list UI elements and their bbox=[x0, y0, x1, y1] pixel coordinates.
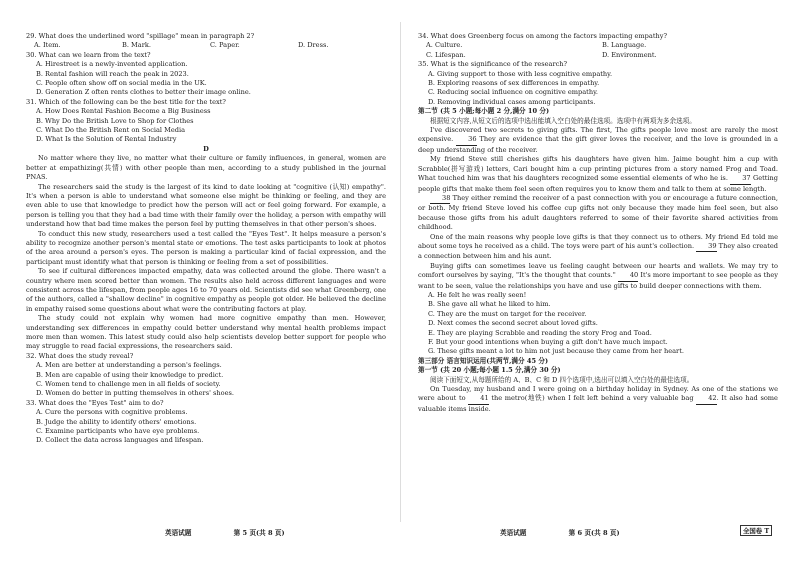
section-3-subheading: 第一节 (共 20 小题;每小题 1.5 分,满分 30 分) bbox=[418, 366, 561, 375]
column-divider bbox=[400, 22, 401, 522]
question-29-stem: 29. What does the underlined word "spillage" mean in paragraph 2? bbox=[26, 32, 255, 40]
q33-option-c: C. Examine participants who have eye problems. bbox=[36, 427, 200, 436]
s2p4-text-before: One of the main reasons why people love gifts is that they connect us to others. My friend Ed told me about some toys he received as a child. The toys were part of his aunt's collection. bbox=[418, 232, 778, 250]
section-2-paragraph-1 bbox=[418, 126, 778, 155]
section-2-paragraph-3 bbox=[418, 194, 778, 233]
q31-option-d: D. What Is the Solution of Rental Industry bbox=[36, 135, 177, 144]
q30-option-c: C. People often show off on social media in the UK. bbox=[36, 79, 207, 88]
blank-41: 41 bbox=[468, 394, 488, 404]
q31-option-b: B. Why Do the British Love to Shop for Clothes bbox=[36, 116, 194, 125]
s2-option-e: E. They are playing Scrabble and reading the story Frog and Toad. bbox=[428, 328, 652, 337]
footer-right-subject: 英语试题 bbox=[500, 529, 527, 537]
passage-d-letter: D bbox=[203, 144, 209, 153]
s2-option-g: G. These gifts meant a lot to him not just because they came from her heart. bbox=[428, 347, 684, 356]
q34-option-b: B. Language. bbox=[602, 41, 647, 50]
question-32-stem: 32. What does the study reveal? bbox=[26, 351, 134, 360]
section-3-instructions: 阅读下面短文,从每题所给的 A、B、C 和 D 四个选项中,选出可以填入空白处的最佳选项。 bbox=[430, 375, 694, 384]
footer-right bbox=[500, 527, 660, 537]
blank-38: 38 bbox=[430, 194, 450, 204]
q35-option-b: B. Exploring reasons of sex differences in empathy. bbox=[428, 79, 600, 88]
q34-option-d: D. Environment. bbox=[602, 50, 657, 59]
q33-option-a: A. Cure the persons with cognitive problems. bbox=[36, 408, 188, 417]
q34-option-c: C. Lifespan. bbox=[426, 50, 466, 59]
blank-40: 40 bbox=[618, 271, 638, 281]
s2p4-text-after: They also created a connection between him and his aunt. bbox=[418, 241, 778, 261]
section-3-heading: 第三部分 语言知识运用(共两节,满分 45 分) bbox=[418, 356, 549, 365]
s3p1-text-b: the metro(地铁) when I felt left behind a very valuable bag bbox=[491, 394, 694, 403]
q30-option-d: D. Generation Z often rents clothes to better their image online. bbox=[36, 88, 251, 97]
question-35-stem: 35. What is the significance of the research? bbox=[418, 60, 568, 69]
question-29-options bbox=[34, 41, 386, 50]
q33-option-d: D. Collect the data across languages and lifespan. bbox=[36, 436, 204, 445]
footer-left bbox=[165, 527, 325, 537]
s2p3-text-after: They either remind the receiver of a past connection with you or encourage a future connection, or both. My friend Steve loved his coffee cup gifts not only because they made him feel seen, but also because those gifts from his adult daughters referred to some of their favorite shared activities from childhood. bbox=[418, 193, 778, 232]
q32-option-d: D. Women do better in putting themselves in others' shoes. bbox=[36, 389, 234, 398]
question-34-options bbox=[426, 41, 778, 50]
question-33-stem: 33. What does the "Eyes Test" aim to do? bbox=[26, 398, 164, 407]
question-34-options-row2 bbox=[426, 51, 778, 60]
s2p5-text-before: Buying gifts can sometimes leave us feeling caught between our hearts and wallets. We may try to comfort ourselves by saying, "It's the thought that counts." bbox=[418, 261, 778, 280]
s3p1-text-c: . It also had some valuable items inside. bbox=[418, 394, 778, 413]
q31-option-a: A. How Does Rental Fashion Become a Big Business bbox=[36, 107, 211, 116]
section-2-instructions: 根据短文内容,从短文后的选项中选出能填入空白处的最佳选项。选项中有两项为多余选项。 bbox=[430, 116, 696, 125]
question-31-stem: 31. Which of the following can be the best title for the text? bbox=[26, 97, 226, 106]
q29-option-b: B. Mark. bbox=[122, 41, 151, 50]
blank-42: 42 bbox=[696, 394, 716, 404]
q32-option-c: C. Women tend to challenge men in all fields of society. bbox=[36, 380, 221, 389]
q31-option-c: C. What Do the British Rent on Social Media bbox=[36, 126, 186, 135]
q29-option-d: D. Dress. bbox=[298, 41, 329, 50]
passage-d-paragraph-3: To conduct this new study, researchers used a test called the "Eyes Test". It helps measure a person's ability to recognize another person's mental state or emotions. The test asks participants to look at photos of the area around a person's eyes. The person is making a particular kind of facial expression, and the participant must identify what that person is thinking or feeling from a set of possibilities. bbox=[26, 229, 386, 266]
q35-option-a: A. Giving support to those with less cognitive empathy. bbox=[428, 69, 613, 78]
q30-option-b: B. Rental fashion will reach the peak in 2023. bbox=[36, 69, 189, 78]
s2p1-text-before: I've discovered two secrets to giving gifts. The first, The gifts people love most are rarely the most expensive. bbox=[418, 126, 778, 144]
blank-39: 39 bbox=[696, 242, 716, 252]
passage-d-paragraph-2: The researchers said the study is the largest of its kind to date looking at "cognitive (认知) empathy". It's when a person is able to understand what someone else might be thinking or feeling, and they are even able to use that knowledge to predict how the person will act or feel going forward. For example, a person is telling you that they had a bad time with their family over the holiday, a person with empathy will understand how that bad time makes the person feel by putting themselves in that other person's shoes. bbox=[26, 182, 386, 229]
s2-option-b: B. She gave all what he liked to him. bbox=[428, 300, 551, 309]
q30-option-a: A. Hirestreet is a newly-invented application. bbox=[36, 60, 188, 69]
section-3-paragraph-1 bbox=[418, 385, 778, 414]
s2p5-text-after: It's more important to see people as they want to be seen, value the relationships you have and use gifts to build deeper connections with them. bbox=[418, 271, 778, 290]
s2p1-text-after: They are evidence that the gift giver loves the receiver, and the love is grounded in a deep understanding of the receiver. bbox=[418, 135, 778, 154]
left-column bbox=[26, 32, 386, 446]
question-30-stem: 30. What can we learn from the text? bbox=[26, 50, 151, 59]
q29-option-c: C. Paper. bbox=[210, 41, 240, 50]
s2-option-f: F. But your good intentions when buying a gift don't have much impact. bbox=[428, 338, 668, 346]
section-2-paragraph-4 bbox=[418, 233, 778, 262]
s3p1-text-a: On Tuesday, my husband and I were going on a birthday holiday in Sydney. As one of the stations we were about to bbox=[418, 385, 778, 403]
passage-d-paragraph-5: The study could not explain why women had more cognitive empathy than men. However, understanding sex differences in empathy could better understand why mental health problems impact more men than women. This latest study could also help scientists develop better support for people who may struggle to read facial expressions, the researchers said. bbox=[26, 314, 386, 351]
section-2-paragraph-5 bbox=[418, 262, 778, 291]
q35-option-c: C. Reducing social influence on cognitive empathy. bbox=[428, 88, 599, 97]
s2p2-text-after: Getting people gifts that make them feel seen often requires you to know them and talk to them at some length. bbox=[418, 174, 778, 193]
footer-right-page: 第 6 页(共 8 页) bbox=[568, 529, 620, 537]
section-2-paragraph-2 bbox=[418, 155, 778, 194]
section-2-heading: 第二节 (共 5 小题;每小题 2 分,满分 10 分) bbox=[418, 107, 550, 116]
s2-option-c: C. They are the must on target for the receiver. bbox=[428, 309, 587, 318]
question-34-stem: 34. What does Greenberg focus on among the factors impacting empathy? bbox=[418, 32, 667, 40]
q34-option-a: A. Culture. bbox=[426, 41, 463, 50]
q33-option-b: B. Judge the ability to identify others' emotions. bbox=[36, 417, 197, 426]
s2-option-d: D. Next comes the second secret about loved gifts. bbox=[428, 319, 598, 328]
q35-option-d: D. Removing individual cases among participants. bbox=[428, 97, 596, 106]
footer-left-subject: 英语试题 bbox=[165, 529, 192, 537]
exam-badge: 全国卷 T bbox=[740, 525, 772, 536]
right-column bbox=[418, 32, 778, 414]
q32-option-a: A. Men are better at understanding a person's feelings. bbox=[36, 361, 222, 370]
q29-option-a: A. Item. bbox=[34, 41, 61, 50]
blank-37: 37 bbox=[730, 174, 750, 184]
q32-option-b: B. Men are capable of using their knowledge to predict. bbox=[36, 370, 224, 379]
blank-36: 36 bbox=[456, 135, 476, 145]
footer-left-page: 第 5 页(共 8 页) bbox=[233, 529, 285, 537]
passage-d-paragraph-1: No matter where they live, no matter what their culture or family influences, in general, women are better at empathizing(共情) with other people than men, according to a study published in the journal PNAS. bbox=[26, 154, 386, 182]
s2p2-text-before: My friend Steve still cherishes gifts his daughters have given him. Jaime bought him a cup with Scrabble(拼写游戏) letters, Cari bought him a cup printing pictures from a story named Frog and Toad. What touched him was that his daughters recognized some essential elements of who he is. bbox=[418, 155, 778, 183]
s2-option-a: A. He felt he was really seen! bbox=[428, 290, 527, 299]
passage-d-paragraph-4: To see if cultural differences impacted empathy, data was collected around the globe. There wasn't a country where men scored better than women. The results also held across different languages and were consistent across the lifespan, from people ages 16 to 70 years old. Scientists did see what Greenberg, one of the authors, called a "shallow decline" in cognitive empathy as people got older. He believed the decline in empathy raised some questions about what were the contributing factors at play. bbox=[26, 267, 386, 313]
